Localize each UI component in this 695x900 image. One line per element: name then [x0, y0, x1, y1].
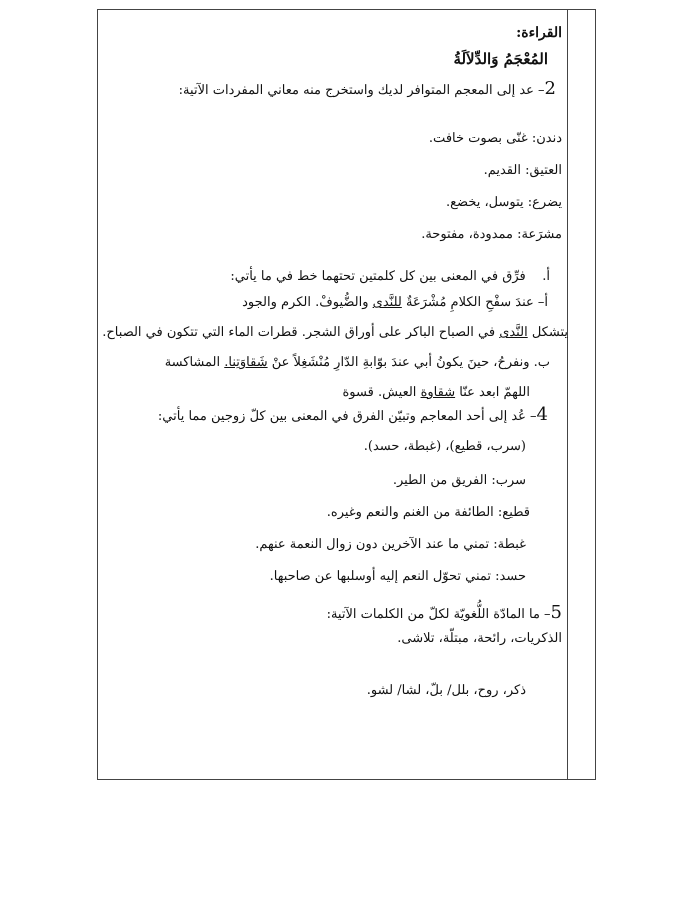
q3-a-answer: الكرم والجود — [242, 295, 311, 310]
q3-b-underlined-2: شقاوة — [420, 385, 456, 400]
q3-a-line1 — [242, 294, 548, 312]
q3-a-prefix: أ– عندَ سفْحِ الكلامِ مُشْرَعَةٌ — [405, 295, 548, 310]
q5-answer: ذكر، روح، بلل/ بلّ، لشا/ لشو. — [366, 683, 526, 698]
q4-answer-4: حسد: تمني تحوّل النعم إليه أوسلبها عن صاحبها. — [269, 569, 526, 584]
q4-line — [158, 406, 548, 426]
q3-b-line1 — [165, 354, 550, 372]
q2-number: 2 — [544, 78, 556, 99]
q2-answer-1: دندن: غنّى بصوت خافت. — [428, 131, 562, 146]
q3-b-line2-end: العيش. قسوة — [342, 385, 417, 400]
q4-answer-1: سرب: الفريق من الطير. — [392, 473, 526, 488]
q3-a-line2-start: يتشكل — [531, 325, 568, 340]
q3-a-underlined-1: للنَّدى — [372, 295, 402, 310]
q4-answer-3: غبطة: تمني ما عند الآخرين دون زوال النعمة عنهم. — [255, 537, 526, 552]
q5-number: 5 — [550, 602, 562, 623]
column-divider — [567, 9, 568, 780]
q3-b-answer: المشاكسة — [164, 355, 221, 370]
q4-number: 4 — [536, 404, 548, 425]
q3-a-underlined-2: النَّدى — [499, 325, 528, 340]
q4-answer-2: قطيع: الطائفة من الغنم والنعم وغيره. — [326, 505, 530, 520]
q3-label: أ. — [542, 269, 550, 284]
q5-text: – ما المادّة اللُّغويّة لكلّ من الكلمات الآتية: — [326, 607, 551, 622]
q3-b-underlined-1: شَقاوَتِنا. — [224, 355, 268, 370]
subtitle: المُعْجَمُ وَالدِّلاَلَةُ — [453, 50, 548, 68]
q3-a-line2 — [102, 324, 568, 342]
q3-a-middle: والضُّيوفْ. — [315, 295, 369, 310]
worksheet-content — [100, 14, 568, 774]
q5-line — [327, 604, 562, 624]
q3-line — [230, 268, 550, 286]
q3-text: فرِّق في المعنى بين كل كلمتين تحتهما خط في ما يأتي: — [230, 269, 526, 284]
q2-line — [179, 80, 556, 100]
q2-answer-4: مشرَعة: ممدودة، مفتوحة. — [421, 227, 562, 242]
q2-text: – عد إلى المعجم المتوافر لديك واستخرج منه معاني المفردات الآتية: — [178, 83, 545, 98]
q4-text: – عُد إلى أحد المعاجم وتبيّن الفرق في المعنى بين كلّ زوجين مما يأتي: — [157, 409, 537, 424]
q2-answer-2: العتيق: القديم. — [483, 163, 562, 178]
q5-words: الذكريات، رائحة، مبتلّة، تلاشى. — [397, 631, 562, 646]
q3-b-line2-start: اللهمّ ابعد عنّا — [459, 385, 530, 400]
q3-b-line2 — [342, 384, 530, 402]
section-label: القراءة: — [516, 25, 562, 41]
q3-a-line2-rest: في الصباح الباكر على أوراق الشجر. قطرات الماء التي تتكون في الصباح. — [102, 325, 496, 340]
q4-pairs: (سرب، قطيع)، (غبطة، حسد). — [363, 439, 526, 454]
q3-b-prefix: ب. ونفرحُ، حينَ يكونُ أبي عندَ بوّابةِ الدّارِ مُنْشَغِلاً عنْ — [271, 355, 550, 370]
q2-answer-3: يضرع: يتوسل، يخضع. — [446, 195, 562, 210]
